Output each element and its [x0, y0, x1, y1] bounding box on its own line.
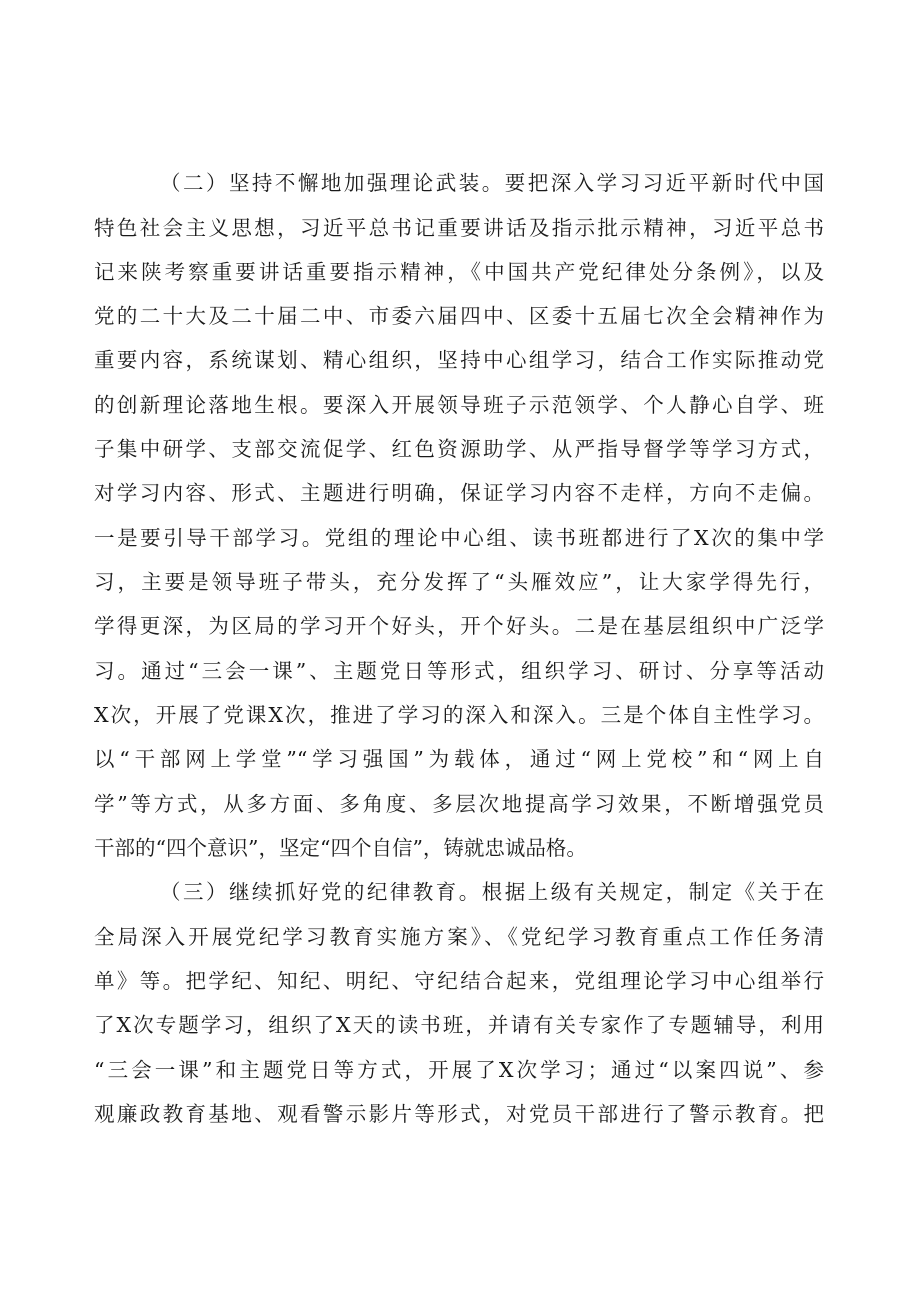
text-line: 学得更深，为区局的学习开个好头，开个好头。二是在基层组织中广泛学 — [94, 614, 824, 638]
text-line: 干部的“四个意识”，坚定“四个自信”，铸就忠诚品格。 — [94, 836, 587, 860]
text-line: 重要内容，系统谋划、精心组织，坚持中心组学习，结合工作实际推动党 — [94, 348, 824, 372]
text-line: 学”等方式，从多方面、多角度、多层次地提高学习效果，不断增强党员 — [94, 792, 824, 816]
text-line: 习。通过“三会一课”、主题党日等形式，组织学习、研讨、分享等活动 — [94, 659, 824, 683]
text-line: 的创新理论落地生根。要深入开展领导班子示范领学、个人静心自学、班 — [94, 393, 824, 417]
text-line: 特色社会主义思想，习近平总书记重要讲话及指示批示精神，习近平总书 — [94, 216, 824, 240]
text-line: 观廉政教育基地、观看警示影片等形式，对党员干部进行了警示教育。把 — [94, 1102, 824, 1126]
text-line: “三会一课”和主题党日等方式，开展了X次学习；通过“以案四说”、参 — [94, 1058, 824, 1082]
text-line: 对学习内容、形式、主题进行明确，保证学习内容不走样，方向不走偏。 — [94, 481, 824, 505]
text-line: 习，主要是领导班子带头，充分发挥了“头雁效应”，让大家学得先行， — [94, 570, 824, 594]
text-line: 了X次专题学习，组织了X天的读书班，并请有关专家作了专题辅导，利用 — [94, 1013, 824, 1037]
text-line: 记来陕考察重要讲话重要指示精神，《中国共产党纪律处分条例》，以及 — [94, 260, 824, 284]
text-line: 党的二十大及二十届二中、市委六届四中、区委十五届七次全会精神作为 — [94, 304, 824, 328]
text-line: X次，开展了党课X次，推进了学习的深入和深入。三是个体自主性学习。 — [94, 703, 824, 727]
text-line: 全局深入开展党纪学习教育实施方案》、《党纪学习教育重点工作任务清 — [94, 925, 824, 949]
text-line: 一是要引导干部学习。党组的理论中心组、读书班都进行了X次的集中学 — [94, 526, 824, 550]
text-line: （三）继续抓好党的纪律教育。根据上级有关规定，制定《关于在 — [160, 880, 824, 904]
text-line: 单》等。把学纪、知纪、明纪、守纪结合起来，党组理论学习中心组举行 — [94, 969, 824, 993]
text-line: 以“干部网上学堂”“学习强国”为载体，通过“网上党校”和“网上自 — [94, 747, 824, 771]
text-line: 子集中研学、支部交流促学、红色资源助学、从严指导督学等学习方式， — [94, 437, 824, 461]
text-line: （二）坚持不懈地加强理论武装。要把深入学习习近平新时代中国 — [160, 171, 824, 195]
